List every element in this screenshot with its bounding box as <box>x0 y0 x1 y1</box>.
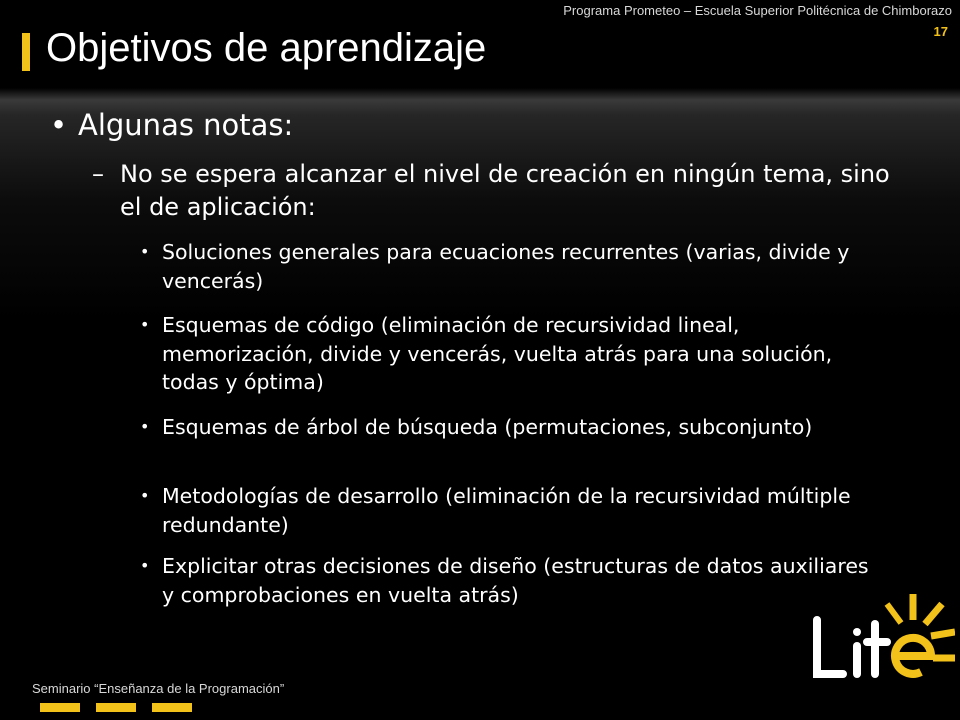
bullet-level3 <box>140 552 880 609</box>
title-accent-bar <box>22 33 30 71</box>
bullet-level2 <box>92 158 892 224</box>
logo-ray <box>925 604 942 624</box>
footer-accent-bar <box>152 703 192 712</box>
footer-text: Seminario “Enseñanza de la Programación” <box>32 681 285 696</box>
bullet-text: Algunas notas: <box>78 108 294 142</box>
lite-logo-icon <box>805 590 955 680</box>
bullet-mark: • <box>140 242 150 261</box>
header-institution: Programa Prometeo – Escuela Superior Politécnica de Chimborazo <box>563 3 952 18</box>
logo-letter-e <box>895 638 931 674</box>
bullet-text: Esquemas de árbol de búsqueda (permutaciones, subconjunto) <box>162 415 813 439</box>
bullet-level3 <box>140 482 880 539</box>
bullet-level1 <box>50 108 293 142</box>
dash-mark: – <box>92 160 104 188</box>
bullet-text: Esquemas de código (eliminación de recursividad lineal, memorización, divide y vencerás, vuelta atrás para una solución, todas y óptima) <box>162 313 833 394</box>
logo-ray <box>931 632 955 636</box>
logo-ray <box>887 604 901 623</box>
bullet-text: No se espera alcanzar el nivel de creación en ningún tema, sino el de aplicación: <box>120 160 890 221</box>
bullet-level3 <box>140 238 880 295</box>
bullet-text: Metodologías de desarrollo (eliminación de la recursividad múltiple redundante) <box>162 484 851 537</box>
bullet-mark: • <box>140 556 150 575</box>
slide-number: 17 <box>933 24 948 39</box>
bullet-level3 <box>140 311 880 397</box>
bullet-text: Explicitar otras decisiones de diseño (estructuras de datos auxiliares y comprobaciones en vuelta atrás) <box>162 554 869 607</box>
bullet-mark: • <box>140 417 150 436</box>
bullet-text: Soluciones generales para ecuaciones recurrentes (varias, divide y vencerás) <box>162 240 850 293</box>
bullet-level3 <box>140 413 880 442</box>
logo-wordmark <box>817 620 887 674</box>
bullet-mark: • <box>50 108 68 142</box>
footer-accent-bar <box>96 703 136 712</box>
footer-accent-bar <box>40 703 80 712</box>
bullet-mark: • <box>140 315 150 334</box>
bullet-mark: • <box>140 486 150 505</box>
page-title: Objetivos de aprendizaje <box>46 26 487 70</box>
